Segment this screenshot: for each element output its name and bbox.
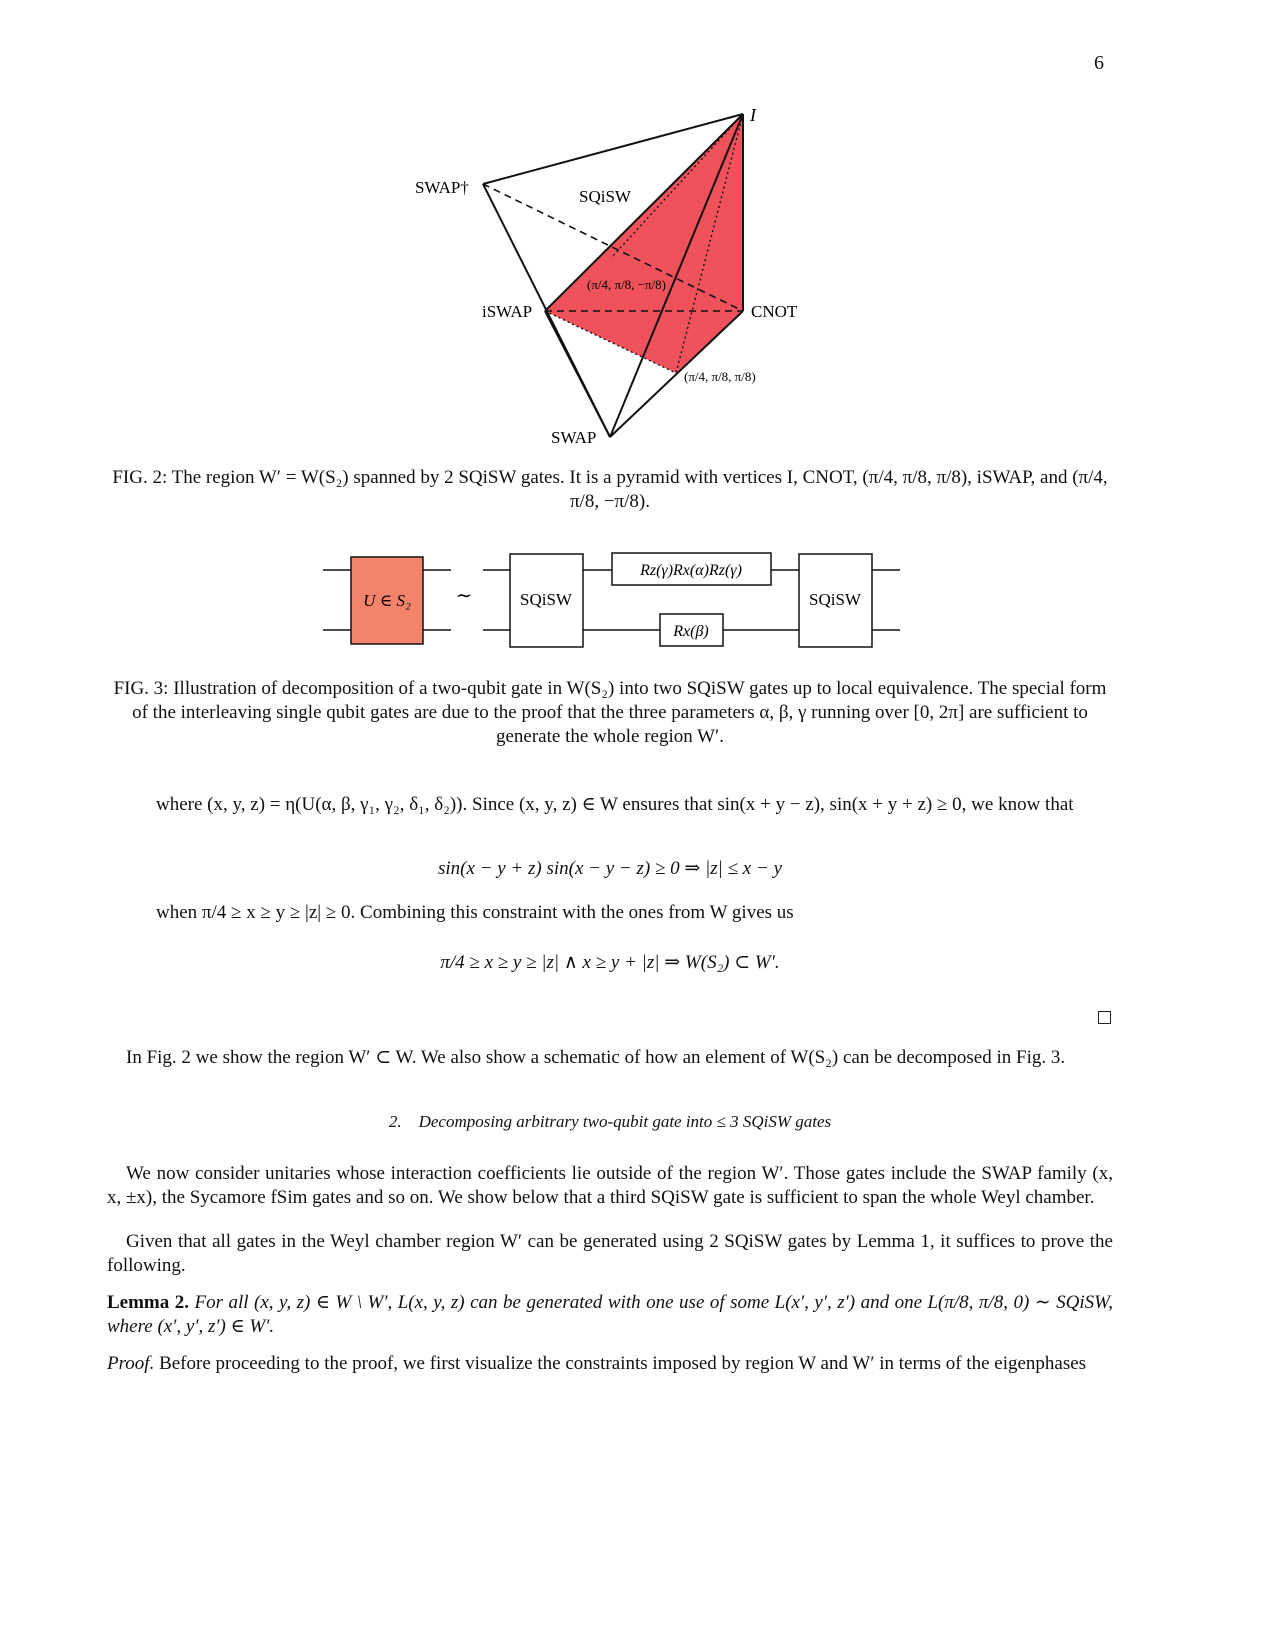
label-point-lower: (π/4, π/8, π/8) [684,369,756,384]
region-w-prime [545,114,743,373]
figure-2-caption: FIG. 2: The region W′ = W(S₂) spanned by 2 SQiSW gates. It is a pyramid with vertices I, CNOT, (π/4, π/8, π/8), iSWAP, and (π/4, π/8, −π/8). [112,467,1108,512]
proof-paragraph [107,1352,1113,1376]
paragraph-when: when π/4 ≥ x ≥ y ≥ |z| ≥ 0. Combining this constraint with the ones from W gives us [156,902,794,923]
label-swap: SWAP [551,428,597,447]
label-swap-dagger: SWAP† [415,178,469,197]
sqisw-gate-right-label: SQiSW [809,590,861,609]
paragraph-given: Given that all gates in the Weyl chamber region W′ can be generated using 2 SQiSW gates by Lemma 1, it suffices to prove the following. [107,1231,1113,1276]
section-heading [107,1112,1113,1132]
paragraph-unitaries: We now consider unitaries whose interaction coefficients lie outside of the region W′. Those gates include the SWAP family (x, x, ±x), the Sycamore fSim gates and so on. We show below that a third SQiSW gate is sufficient to span the whole Weyl chamber. [107,1163,1113,1208]
single-qubit-gate-top-label: Rz(γ)Rx(α)Rz(γ) [640,562,742,579]
equation-2: π/4 ≥ x ≥ y ≥ |z| ∧ x ≥ y + |z| ⇒ W(S₂) ⊂ W′. [440,952,780,973]
sqisw-gate-left-label: SQiSW [520,590,572,609]
label-point-upper: (π/4, π/8, −π/8) [587,277,667,292]
page-number: 6 [1094,52,1104,74]
paragraph-fig-reference: In Fig. 2 we show the region W′ ⊂ W. We also show a schematic of how an element of W(S₂) can be decomposed in Fig. 3. [126,1047,1066,1068]
equiv-symbol: ∼ [455,585,473,607]
label-iswap: iSWAP [482,302,533,321]
qed-square-icon [1098,1011,1111,1024]
section-title: Decomposing arbitrary two-qubit gate into ≤ 3 SQiSW gates [418,1112,832,1131]
figure-3-caption: FIG. 3: Illustration of decomposition of a two-qubit gate in W(S₂) into two SQiSW gates up to local equivalence. The special form of the interleaving single qubit gates are due to the proof that the three parameters α, β, γ running over [0, 2π] are sufficient to generate the whole region W′. [113,678,1107,747]
proof-body: Before proceeding to the proof, we first visualize the constraints imposed by region W and W′ in terms of the eigenphases [159,1353,1087,1374]
single-qubit-gate-bottom-label: Rx(β) [673,623,709,640]
proof-label: Proof. [107,1353,155,1374]
section-number: 2. [388,1112,402,1131]
label-identity: I [750,105,756,125]
figure-2-weyl-chamber [0,0,1275,460]
label-cnot: CNOT [751,302,798,321]
lemma-label: Lemma 2. [107,1292,189,1313]
figure-3-circuit [0,540,1275,660]
lemma-2 [107,1291,1113,1339]
lemma-body: For all (x, y, z) ∈ W \ W′, L(x, y, z) can be generated with one use of some L(x′, y′, z′) and one L(π/8, π/8, 0) ∼ SQiSW, where (x′, y′, z′) ∈ W′. [107,1292,1114,1337]
equation-1: sin(x − y + z) sin(x − y − z) ≥ 0 ⇒ |z| ≤ x − y [437,858,782,879]
unitary-label: U ∈ S₂ [363,591,411,610]
label-sqisw: SQiSW [579,187,631,206]
paragraph-where: where (x, y, z) = η(U(α, β, γ₁, γ₂, δ₁, δ₂)). Since (x, y, z) ∈ W ensures that sin(x + y − z), sin(x + y + z) ≥ 0, we know that [156,794,1074,815]
